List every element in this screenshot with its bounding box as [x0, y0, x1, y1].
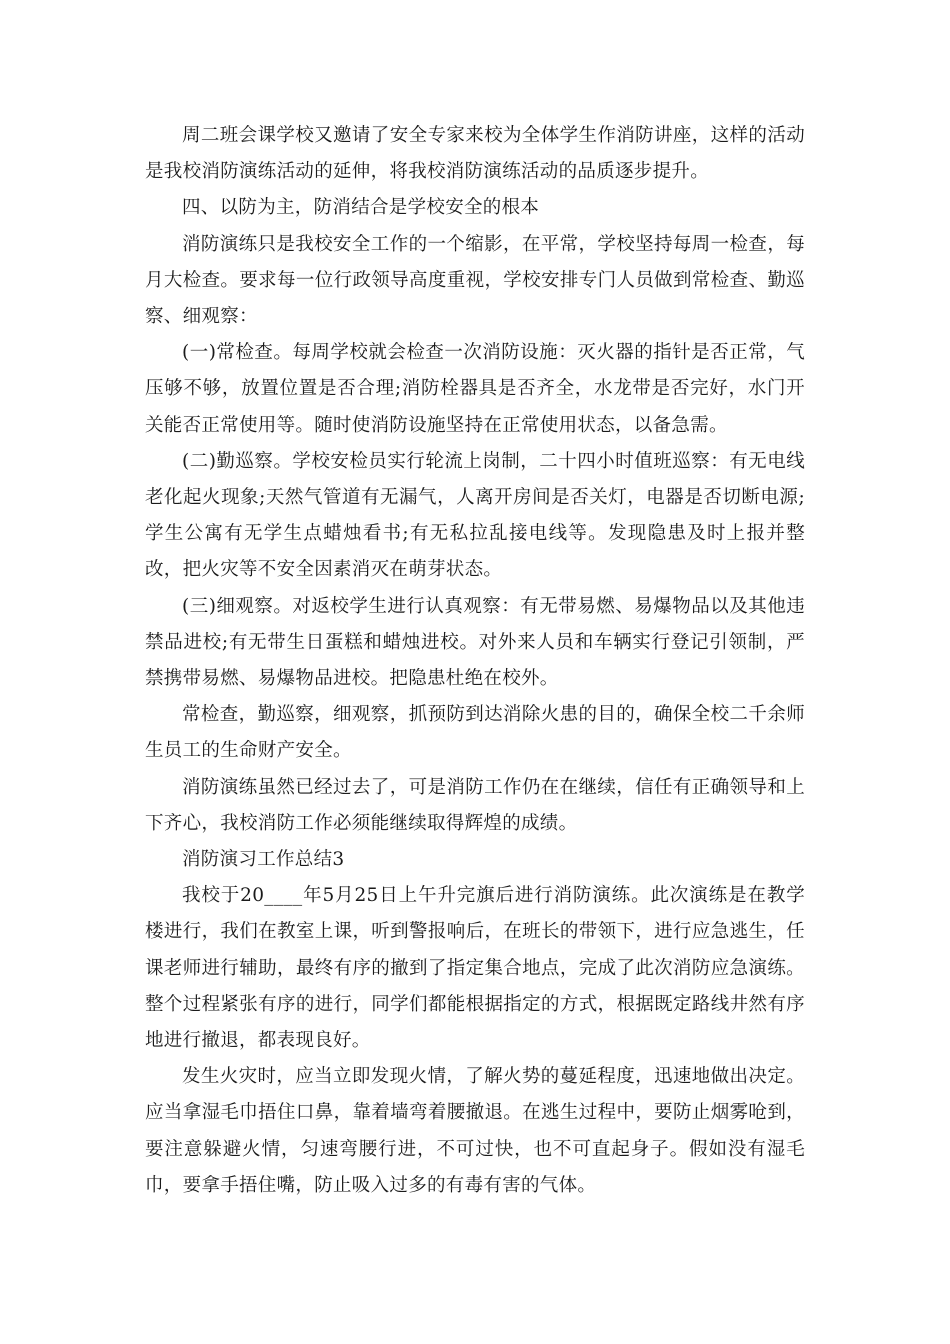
paragraph-regular-inspection: (一)常检查。每周学校就会检查一次消防设施：灭火器的指针是否正常，气压够不够，放置位置是否合理;消防栓器具是否齐全，水龙带是否完好，水门开关能否正常使用等。随时使消防设施坚持在正常使用状态，以备急需。 — [145, 342, 805, 436]
document-body — [145, 118, 805, 1204]
paragraph-summary: 常检查，勤巡察，细观察，抓预防到达消除火患的目的，确保全校二千余师生员工的生命财产安全。 — [145, 704, 805, 762]
section-heading-prevention: 四、以防为主，防消结合是学校安全的根本 — [182, 197, 540, 219]
paragraph-observation: (三)细观察。对返校学生进行认真观察：有无带易燃、易爆物品以及其他违禁品进校;有无带生日蛋糕和蜡烛进校。对外来人员和车辆实行登记引领制，严禁携带易燃、易爆物品进校。把隐患杜绝在校外。 — [145, 595, 805, 690]
paragraph-continuation: 消防演练虽然已经过去了，可是消防工作仍在在继续，信任有正确领导和上下齐心，我校消防工作必须能继续取得辉煌的成绩。 — [145, 776, 805, 834]
paragraph-fire-escape-advice: 发生火灾时，应当立即发现火情，了解火势的蔓延程度，迅速地做出决定。应当拿湿毛巾捂住口鼻，靠着墙弯着腰撤退。在逃生过程中，要防止烟雾呛到，要注意躲避火情，匀速弯腰行进，不可过快，也不可直起身子。假如没有湿毛巾，要拿手捂住嘴，防止吸入过多的有毒有害的气体。 — [145, 1066, 805, 1196]
paragraph-safety-overview: 消防演练只是我校安全工作的一个缩影，在平常，学校坚持每周一检查，每月大检查。要求每一位行政领导高度重视，学校安排专门人员做到常检查、勤巡察、细观察： — [145, 233, 805, 328]
paragraph-lecture: 周二班会课学校又邀请了安全专家来校为全体学生作消防讲座，这样的活动是我校消防演练活动的延伸，将我校消防演练活动的品质逐步提升。 — [145, 125, 805, 183]
section-title-summary-3: 消防演习工作总结3 — [182, 849, 345, 871]
paragraph-drill-description: 我校于20____年5月25日上午升完旗后进行消防演练。此次演练是在教学楼进行，我们在教室上课，听到警报响后，在班长的带领下，进行应急逃生，任课老师进行辅助，最终有序的撤到了指定集合地点，完成了此次消防应急演练。整个过程紧张有序的进行，同学们都能根据指定的方式，根据既定路线井然有序地进行撤退，都表现良好。 — [145, 885, 805, 1052]
paragraph-patrol: (二)勤巡察。学校安检员实行轮流上岗制，二十四小时值班巡察：有无电线老化起火现象;天然气管道有无漏气，人离开房间是否关灯，电器是否切断电源;学生公寓有无学生点蜡烛看书;有无私拉乱接电线等。发现隐患及时上报并整改，把火灾等不安全因素消灭在萌芽状态。 — [145, 450, 805, 581]
